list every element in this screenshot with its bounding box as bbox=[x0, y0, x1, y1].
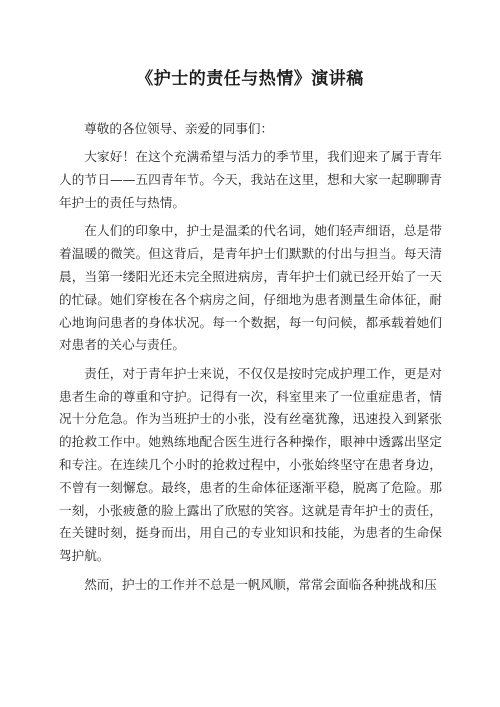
paragraph: 在人们的印象中，护士是温柔的代名词，她们轻声细语，总是带着温暖的微笑。但这背后，是青年护士们默默的付出与担当。每天清晨，当第一缕阳光还未完全照进病房，青年护士们就已经开始了一天的忙碌。她们穿梭在各个病房之间，仔细地为患者测量生命体征，耐心地询问患者的身体状况。每一个数据，每一句问候，都承载着她们对患者的关心与责任。 bbox=[59, 223, 442, 353]
paragraph: 大家好！在这个充满希望与活力的季节里，我们迎来了属于青年人的节日——五四青年节。今天，我站在这里，想和大家一起聊聊青年护士的责任与热情。 bbox=[59, 149, 442, 210]
document-body bbox=[59, 118, 442, 602]
paragraph: 然而，护士的工作并不总是一帆风顺，常常会面临各种挑战和压 bbox=[84, 576, 437, 592]
document-title: 《护士的责任与热情》演讲稿 bbox=[136, 69, 364, 89]
paragraph-salutation: 尊敬的各位领导、亲爱的同事们： bbox=[84, 121, 274, 136]
paragraph: 责任，对于青年护士来说，不仅仅是按时完成护理工作，更是对患者生命的尊重和守护。记得有一次，科室里来了一位重症患者，情况十分危急。作为当班护士的小张，没有丝毫犹豫，迅速投入到紧张的抢救工作中。她熟练地配合医生进行各种操作，眼神中透露出坚定和专注。在连续几个小时的抢救过程中，小张始终坚守在患者身边，不曾有一刻懈怠。最终，患者的生命体征逐渐平稳，脱离了危险。那一刻，小张疲惫的脸上露出了欣慰的笑容。这就是青年护士的责任，在关键时刻，挺身而出，用自己的专业知识和技能，为患者的生命保驾护航。 bbox=[59, 365, 442, 564]
